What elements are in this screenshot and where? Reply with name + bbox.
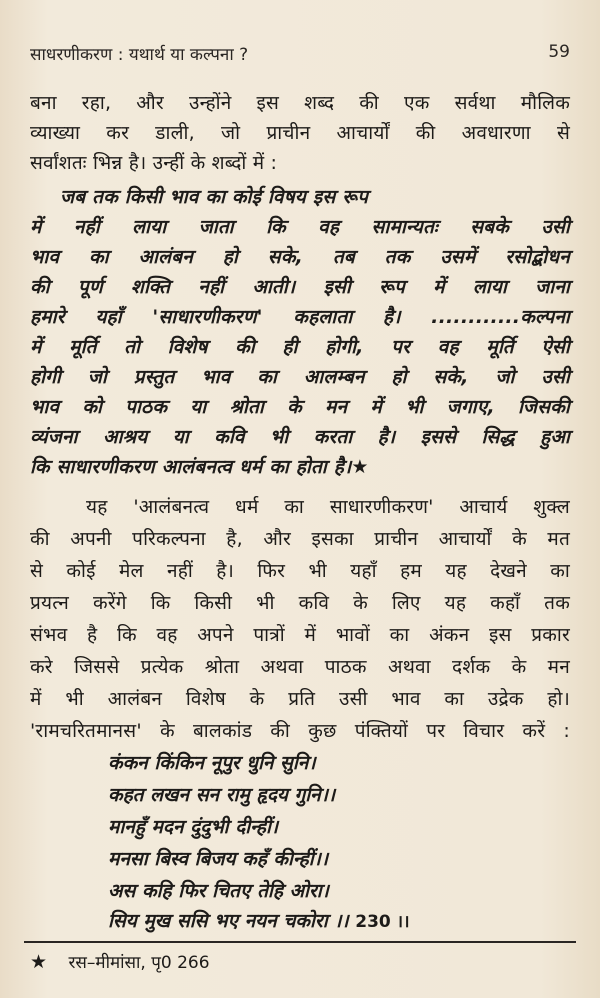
quote-line: भाव को पाठक या श्रोता के मन में भी जगाए, जिसकी [30,396,570,418]
body-line: की अपनी परिकल्पना है, और इसका प्राचीन आचार्यों के मत [30,528,570,550]
body-line: से कोई मेल नहीं है। फिर भी यहाँ हम यह देखने का [30,560,570,582]
page-number: 59 [548,42,570,62]
quote-line: भाव का आलंबन हो सके, तब तक उसमें रसोद्बोधन [30,246,570,268]
verse-number: 230 ।। [355,912,410,932]
verse-line: कंकन किंकिन नूपुर धुनि सुनि। [108,752,316,774]
verse-line-last [108,908,410,935]
quote-line: कि साधारणीकरण आलंबनत्व धर्म का होता है।★ [30,456,369,478]
footnote-text: रस–मीमांसा, पृ0 266 [68,953,210,973]
body-line: व्याख्या कर डाली, जो प्राचीन आचार्यों की अवधारणा से [30,122,570,144]
footnote-star-icon: ★ [30,951,48,973]
body-line: करे जिससे प्रत्येक श्रोता अथवा पाठक अथवा दर्शक के मन [30,656,570,678]
quote-line: में मूर्ति तो विशेष की ही होगी, पर वह मूर्ति ऐसी [30,336,570,358]
footnote [30,950,210,973]
body-line: प्रयत्न करेंगे कि किसी भी कवि के लिए यह कहाँ तक [30,592,570,614]
verse-line: अस कहि फिर चितए तेहि ओरा। [108,880,329,902]
verse-text: सिय मुख ससि भए नयन चकोरा ।। [108,910,349,932]
quote-line: व्यंजना आश्रय या कवि भी करता है। इससे सिद्ध हुआ [30,426,570,448]
quote-line: जब तक किसी भाव का कोई विषय इस रूप [60,186,369,208]
quote-line: हमारे यहाँ 'साधारणीकरण' कहलाता है। ............कल्पना [30,306,570,328]
body-line: 'रामचरितमानस' के बालकांड की कुछ पंक्तियों पर विचार करें : [30,720,570,742]
running-head-title: साधरणीकरण : यथार्थ या कल्पना ? [30,45,249,65]
verse-line: मनसा बिस्व बिजय कहँ कीन्हीं।। [108,848,329,870]
body-line: यह 'आलंबनत्व धर्म का साधारणीकरण' आचार्य शुक्ल [86,496,570,518]
footnote-divider [24,941,576,943]
quote-line: की पूर्ण शक्ति नहीं आती। इसी रूप में लाया जाना [30,276,570,298]
quote-line: होगी जो प्रस्तुत भाव का आलम्बन हो सके, जो उसी [30,366,570,388]
body-line: सर्वांशतः भिन्न है। उन्हीं के शब्दों में : [30,152,278,174]
body-line: में भी आलंबन विशेष के प्रति उसी भाव का उद्रेक हो। [30,688,570,710]
verse-line: मानहुँ मदन दुंदुभी दीन्हीं। [108,816,279,838]
body-line: बना रहा, और उन्होंने इस शब्द की एक सर्वथा मौलिक [30,92,570,114]
quote-line: में नहीं लाया जाता कि वह सामान्यतः सबके उसी [30,216,570,238]
body-line: संभव है कि वह अपने पात्रों में भावों का अंकन इस प्रकार [30,624,570,646]
verse-line: कहत लखन सन रामु हृदय गुनि।। [108,784,336,806]
